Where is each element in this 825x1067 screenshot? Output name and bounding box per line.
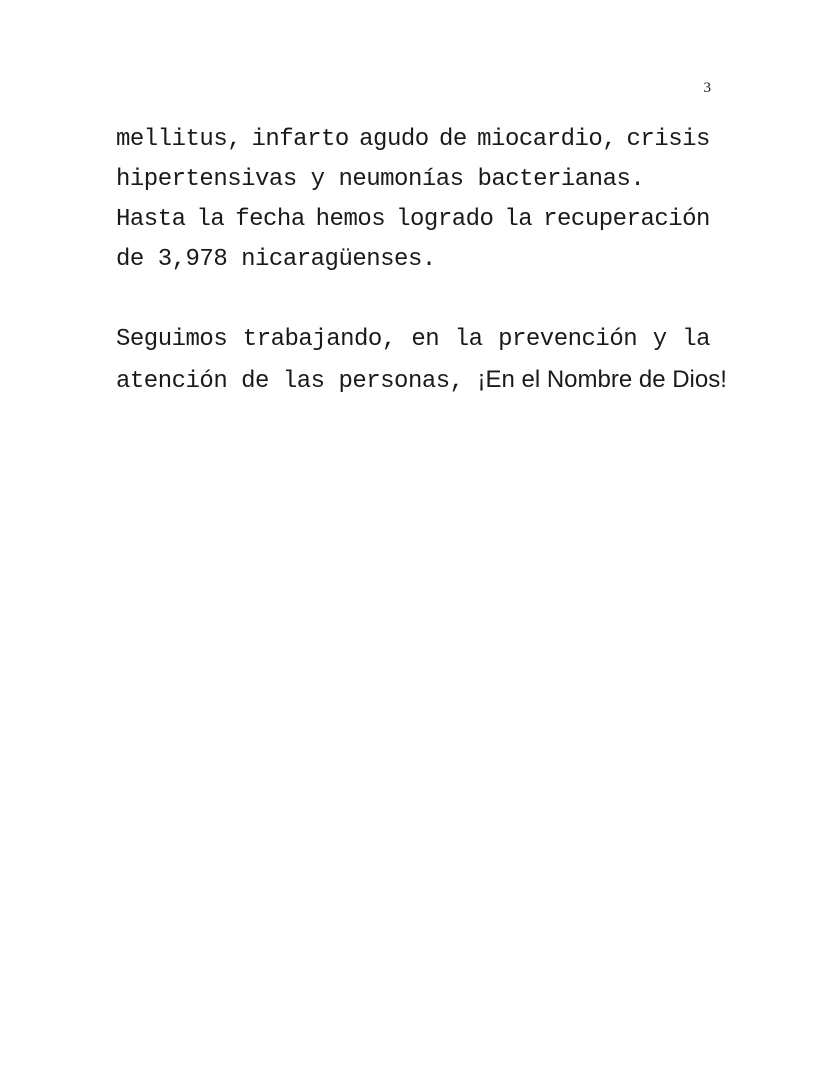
word: logrado — [396, 206, 494, 233]
word: la — [682, 326, 710, 353]
word: de — [439, 126, 467, 153]
word: hemos — [315, 206, 386, 233]
word: en — [411, 326, 440, 353]
paragraph-1-line-3 — [116, 200, 710, 240]
paragraph-2-line-1 — [116, 320, 710, 360]
closing-line-tail: ¡En el Nombre de Dios! — [477, 366, 727, 393]
word: la — [196, 206, 225, 233]
paragraph-2-line-2 — [116, 360, 727, 400]
word: crisis — [626, 126, 710, 153]
paragraph-1-line-4: de 3,978 nicaragüenses. — [116, 246, 436, 273]
word: fecha — [235, 206, 305, 233]
paragraph-1-line-1 — [116, 120, 710, 160]
word: Hasta — [116, 206, 186, 233]
word: prevención — [498, 326, 638, 353]
word: y — [652, 326, 667, 353]
word: trabajando, — [242, 326, 396, 353]
word: infarto — [251, 126, 349, 153]
page-number: 3 — [703, 80, 711, 96]
word: agudo — [359, 126, 429, 153]
word: mellitus, — [116, 126, 242, 153]
word: la — [454, 326, 483, 353]
paragraph-spacer — [116, 280, 710, 320]
word: la — [504, 206, 533, 233]
document-body — [116, 120, 727, 400]
closing-line-start: atención de las personas, — [116, 368, 478, 395]
word: recuperación — [543, 206, 710, 233]
word: miocardio, — [477, 126, 617, 153]
word: Seguimos — [116, 326, 228, 353]
paragraph-1-line-2: hipertensivas y neumonías bacterianas. — [116, 166, 645, 193]
